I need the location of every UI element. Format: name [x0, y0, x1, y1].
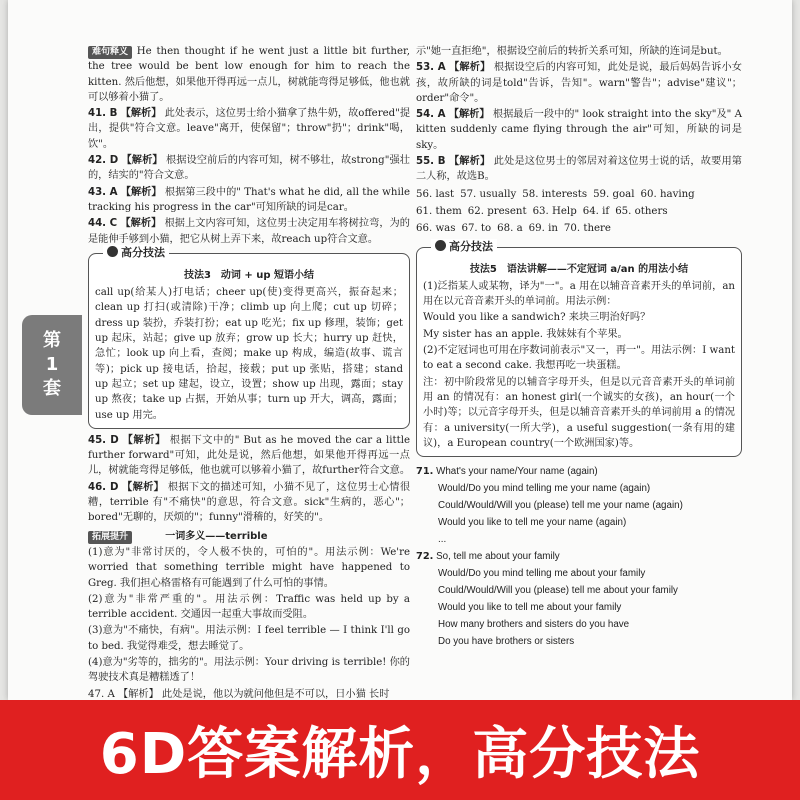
answer-option: Would you like to tell me your name (again) [438, 517, 627, 529]
answer-option: Do you have brothers or sisters [438, 636, 575, 648]
answer-item: 45. D 【解析】 根据下文中的" But as he moved the car a little further forward"可知，此处是说，然后他想，如果他开得再远一点儿，树就能弯得足够低，他也就可以够着小猫了，故further符合文意。 [88, 433, 411, 477]
promo-banner [0, 700, 800, 800]
answer-item: 41. B 【解析】 此处表示，这位男士给小猫拿了热牛奶，故offered"提出，提供"符合文意。leave"离开，使保留"；throw"扔"；drink"喝，饮"。 [88, 107, 411, 150]
answer-key: 62. present [467, 205, 527, 217]
tips-box-line: 注：初中阶段常见的以辅音字母开头，但是以元音音素开头的单词前用 an 的情况有：an honest girl(一个诚实的女孩)，an hour(一个小时)等；以元音字母开头，但是以辅音音素开头的单词前用 a 的情况有：a university(一所大学)，a useful suggestion(一条有用的建议)，a European country(一个欧洲国家)等。 [423, 376, 735, 449]
answer-key: 63. Help [532, 205, 577, 217]
promo-banner-text: 6D答案解析，高分技法 [99, 722, 701, 787]
answer-item: 46. D 【解析】 根据下文的描述可知，小猫不见了，这位男士心情很糟，terrible 有"不痛快"的意思，符合文意。sick"生病的，恶心"；bored"无聊的，厌烦的"；funny"滑稽的，好笑的"。 [88, 480, 411, 524]
answer-item: 53. A 【解析】 根据设空后的内容可知，此处是说，最后妈妈告诉小女孩，故所缺的词是told"告诉，告知"。warn"警告"；advise"建议"；order"命令"。 [416, 61, 742, 104]
answer-option: Could/Would/Will you (please) tell me about your family [438, 585, 678, 597]
answer-item: 55. B 【解析】 此处是这位男士的邻居对着这位男士说的话，故要用第二人称，故选B。 [416, 155, 742, 183]
tips-box-title: 高分技法 [103, 245, 169, 260]
answer-option: Would/Do you mind telling me your name (again) [438, 483, 651, 495]
question-72: 72. So, tell me about your family Would/Do you mind telling me about your family Could/Would/Will you (please) tell me about your family Would you like to tell me about your family How many brothers and sisters do you have Do you have brothers or sisters [416, 548, 742, 650]
question-71: 71. What's your name/Your name (again) Would/Do you mind telling me your name (again) Could/Would/Will you (please) tell me your name (again) Would you like to tell me your name (again) ... [416, 463, 742, 548]
answer-option: ... [438, 534, 447, 546]
answer-row [416, 187, 742, 202]
section-tab-line3: 套 [43, 378, 61, 399]
answer-item: 44. C 【解析】 根据上文内容可知，这位男士决定用车将树拉弯，为的是能伸手够到小猫，把它从树上弄下来，故reach up符合文意。 [88, 217, 410, 245]
answer-key: 60. having [640, 188, 695, 200]
extension-badge: 拓展提升 [88, 531, 132, 544]
answer-key: 58. interests [522, 188, 588, 200]
answer-key: 56. last [416, 188, 455, 200]
tips-icon [435, 240, 446, 251]
section-tab-line2: 1 [45, 354, 59, 375]
extension-line: (1)意为"非常讨厌的，令人极不快的，可怕的"。用法示例：We're worried that something terrible might have happened to Greg. 我们担心格雷格有可能遇到了什么可怕的事情。 [88, 546, 410, 589]
answer-item: 42. D 【解析】 根据设空前后的内容可知，树不够壮，故strong"强壮的，结实的"符合文意。 [88, 154, 410, 182]
answer-option: Would/Do you mind telling me about your family [438, 568, 646, 580]
section-tab [22, 315, 82, 415]
answer-key: 66. was [416, 223, 456, 235]
answer-option: Could/Would/Will you (please) tell me your name (again) [438, 500, 683, 512]
tips-box-line: My sister has an apple. 我妹妹有个苹果。 [423, 328, 628, 340]
tips-box-body: call up(给某人)打电话；cheer up(使)变得更高兴，振奋起来；clean up 打扫(或清除)干净；climb up 向上爬；cut up 切碎；dress up 装扮，乔装打扮；eat up 吃光；fix up 修理，装饰；get up 起床，站起；give up 放弃；grow up 长大；hurry up 赶快，急忙；look up 向上看，查阅；make up 构成，编造(故事、谎言等)；pick up 接电话，拾起，接载；put up 张贴，搭建；stand up 起立；set up 建起，设立，设置；show up 出现，露面；stay up 熬夜；take up 占据，开始从事；turn up 开大，调高，露面；use up 用完。 [95, 287, 403, 421]
extension-line: 47. A 【解析】 此处是说，他以为就问他但是不可以，日小猫 长时 [88, 688, 390, 700]
answer-key: 67. to [461, 223, 492, 235]
answer-key: 68. a [497, 223, 523, 235]
extension-line: (3)意为"不痛快，有病"。用法示例：I feel terrible — I think I'll go to bed. 我觉得难受，想去睡觉了。 [88, 625, 410, 652]
tips-box-title: 高分技法 [431, 239, 497, 254]
extension-line: (2)意为"非常严重的"。用法示例：Traffic was held up by a terrible accident. 交通因一起重大事故而受阻。 [88, 593, 410, 621]
intro-paragraph [88, 44, 410, 105]
intro-badge: 难句释义 [88, 46, 132, 59]
answer-key: 64. if [582, 205, 610, 217]
extension-line: (4)意为"劣等的，拙劣的"。用法示例：Your driving is terrible! 你的驾驶技术真是糟糕透了！ [88, 656, 410, 684]
tips-box-line: (1)泛指某人或某物，译为"一"。a 用在以辅音音素开头的单词前，an用在以元音音素开头的单词前。用法示例： [423, 280, 735, 308]
tips-box-subtitle: 技法5 语法讲解——不定冠词 a/an 的用法小结 [469, 263, 689, 275]
tips-box-subtitle: 技法3 动词 + up 短语小结 [183, 269, 315, 281]
intro-text: He then thought if he went just a little bit further, the tree would be bent low enough for him to reach the kitten. 然后他想，如果他开得再远一点儿，树就能弯得足够低，他也就可以够着小猫了。 [88, 46, 410, 103]
tips-box-phrasal-verbs [88, 245, 410, 429]
extension-header [88, 529, 410, 544]
extension-title: 一词多义——terrible [165, 530, 268, 542]
right-column [416, 44, 742, 650]
tips-box-line: Would you like a sandwich? 来块三明治好吗？ [423, 312, 651, 324]
answer-key: 61. them [416, 205, 462, 217]
answer-row [416, 221, 742, 236]
tips-box-line: (2)不定冠词也可用在序数词前表示"又一，再一"。用法示例：I want to eat a second cake. 我想再吃一块蛋糕。 [423, 345, 735, 372]
answer-option: How many brothers and sisters do you have [438, 619, 630, 631]
left-column [88, 44, 410, 700]
answer-key: 69. in [528, 223, 558, 235]
answer-row [416, 204, 742, 219]
answer-option: Would you like to tell me about your family [438, 602, 622, 614]
answer-item: 43. A 【解析】 根据第三段中的" That's what he did, all the while tracking his progress in the car"可知所缺的词是car。 [88, 185, 410, 213]
tips-icon [107, 246, 118, 257]
answer-key: 70. there [563, 223, 611, 235]
answer-item: 54. A 【解析】 根据最后一段中的" look straight into the sky"及" A kitten suddenly came flying through the air"可知，所缺的词是sky。 [416, 108, 742, 151]
answer-key: 59. goal [593, 188, 635, 200]
continued-text: 示"她一直拒绝"，根据设空前后的转折关系可知，所缺的连词是but。 [416, 46, 728, 57]
section-tab-line1: 第 [43, 330, 61, 351]
answer-key: 57. usually [460, 188, 517, 200]
tips-box-articles [416, 239, 742, 458]
answer-key: 65. others [615, 205, 668, 217]
